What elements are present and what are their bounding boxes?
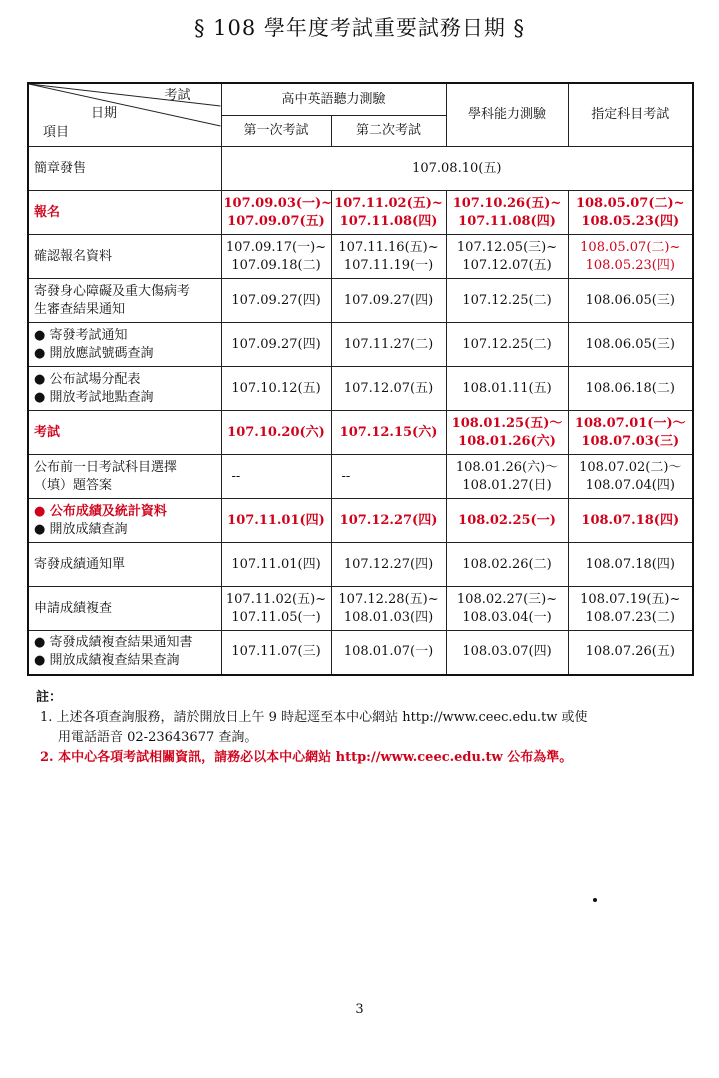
table-cell: 108.03.07(四) [446, 631, 568, 675]
table-cell: 108.01.26(六)～ 108.01.27(日) [446, 455, 568, 499]
table-cell: 107.10.20(六) [221, 411, 331, 455]
table-cell: 108.06.18(二) [568, 367, 693, 411]
table-cell: 108.07.26(五) [568, 631, 693, 675]
table-cell: 107.12.27(四) [331, 543, 446, 587]
table-cell: 108.07.18(四) [568, 499, 693, 543]
table-row [28, 191, 693, 235]
diag-exam-label: 考試 [164, 88, 191, 103]
table-cell: 107.12.25(二) [446, 323, 568, 367]
table-cell: 108.02.26(二) [446, 543, 568, 587]
table-row [28, 411, 693, 455]
table-cell: 107.11.02(五)~ 107.11.08(四) [331, 191, 446, 235]
table-row [28, 631, 693, 675]
table-cell: 108.07.02(二)～ 108.07.04(四) [568, 455, 693, 499]
table-cell: 107.11.16(五)~ 107.11.19(一) [331, 235, 446, 279]
table-cell: 108.07.19(五)~ 108.07.23(二) [568, 587, 693, 631]
table-cell: 108.02.25(一) [446, 499, 568, 543]
table-cell: 107.09.03(一)~ 107.09.07(五) [221, 191, 331, 235]
table-row [28, 499, 693, 543]
table-cell: 107.11.27(二) [331, 323, 446, 367]
table-cell: 107.11.01(四) [221, 499, 331, 543]
table-cell: -- [221, 455, 331, 499]
table-cell: 107.11.01(四) [221, 543, 331, 587]
table-cell: -- [331, 455, 446, 499]
table-cell: 108.07.18(四) [568, 543, 693, 587]
table-row [28, 367, 693, 411]
row-label: 寄發身心障礙及重大傷病考 生審查結果通知 [28, 279, 221, 323]
row-label: 申請成績複查 [28, 587, 221, 631]
diag-date-label: 日期 [91, 106, 118, 121]
brochure-date: 107.08.10(五) [221, 147, 693, 191]
diagonal-header-cell [28, 83, 221, 147]
table-cell: 108.02.27(三)~ 108.03.04(一) [446, 587, 568, 631]
note-1-line-a: 1. 上述各項查詢服務，請於開放日上午 9 時起逕至本中心網站 http://www.ceec.edu.tw 或使 [40, 710, 588, 725]
stray-dot [593, 898, 597, 902]
note-2: 2. 本中心各項考試相關資訊，請務必以本中心網站 http://www.ceec.edu.tw 公布為準。 [40, 750, 573, 765]
table-cell: 107.12.15(六) [331, 411, 446, 455]
table-cell: 108.05.07(二)~ 108.05.23(四) [568, 235, 693, 279]
table-cell: 107.12.27(四) [331, 499, 446, 543]
table-cell: 108.01.11(五) [446, 367, 568, 411]
table-row [28, 235, 693, 279]
table-cell: 108.07.01(一)～ 108.07.03(三) [568, 411, 693, 455]
table-row [28, 455, 693, 499]
table-cell: 107.12.07(五) [331, 367, 446, 411]
table-row [28, 279, 693, 323]
table-cell: 107.09.17(一)~ 107.09.18(二) [221, 235, 331, 279]
schedule-table [27, 82, 694, 676]
table-row [28, 147, 693, 191]
row-label: ● 寄發考試通知 ● 開放應試號碼查詢 [28, 323, 221, 367]
table-cell: 108.01.07(一) [331, 631, 446, 675]
table-cell: 108.06.05(三) [568, 323, 693, 367]
table-row [28, 587, 693, 631]
second-exam-header: 第二次考試 [331, 116, 446, 147]
note-1-line-b: 用電話語音 02-23643677 查詢。 [58, 730, 258, 745]
row-label: ● 公布試場分配表 ● 開放考試地點查詢 [28, 367, 221, 411]
first-exam-header: 第一次考試 [221, 116, 331, 147]
diag-item-label: 項目 [43, 125, 70, 140]
gsat-header: 學科能力測驗 [446, 83, 568, 147]
note-1 [36, 708, 696, 748]
row-label: ● 公布成績及統計資料 ● 開放成績查詢 [28, 499, 221, 543]
table-cell: 107.09.27(四) [331, 279, 446, 323]
table-cell: 107.11.02(五)~ 107.11.05(一) [221, 587, 331, 631]
row-label: 報名 [28, 191, 221, 235]
row-label: 寄發成績通知單 [28, 543, 221, 587]
row-label: 考試 [28, 411, 221, 455]
page-title: § 108 學年度考試重要試務日期 § [193, 16, 526, 40]
table-cell: 108.05.07(二)~ 108.05.23(四) [568, 191, 693, 235]
page-number: 3 [355, 1002, 364, 1017]
row-label: 公布前一日考試科目選擇 （填）題答案 [28, 455, 221, 499]
table-cell: 107.10.12(五) [221, 367, 331, 411]
table-cell: 107.12.28(五)~ 108.01.03(四) [331, 587, 446, 631]
table-cell: 108.06.05(三) [568, 279, 693, 323]
table-row [28, 323, 693, 367]
row-label: 確認報名資料 [28, 235, 221, 279]
table-cell: 107.10.26(五)~ 107.11.08(四) [446, 191, 568, 235]
ast-header: 指定科目考試 [568, 83, 693, 147]
table-cell: 107.12.25(二) [446, 279, 568, 323]
table-cell: 108.01.25(五)～ 108.01.26(六) [446, 411, 568, 455]
notes-heading: 註： [36, 690, 63, 705]
notes-section [36, 688, 696, 768]
row-label: 簡章發售 [28, 147, 221, 191]
table-cell: 107.09.27(四) [221, 323, 331, 367]
row-label: ● 寄發成績複查結果通知書 ● 開放成績複查結果查詢 [28, 631, 221, 675]
table-row [28, 543, 693, 587]
table-cell: 107.12.05(三)~ 107.12.07(五) [446, 235, 568, 279]
listening-test-header: 高中英語聽力測驗 [221, 83, 446, 116]
table-cell: 107.09.27(四) [221, 279, 331, 323]
table-cell: 107.11.07(三) [221, 631, 331, 675]
